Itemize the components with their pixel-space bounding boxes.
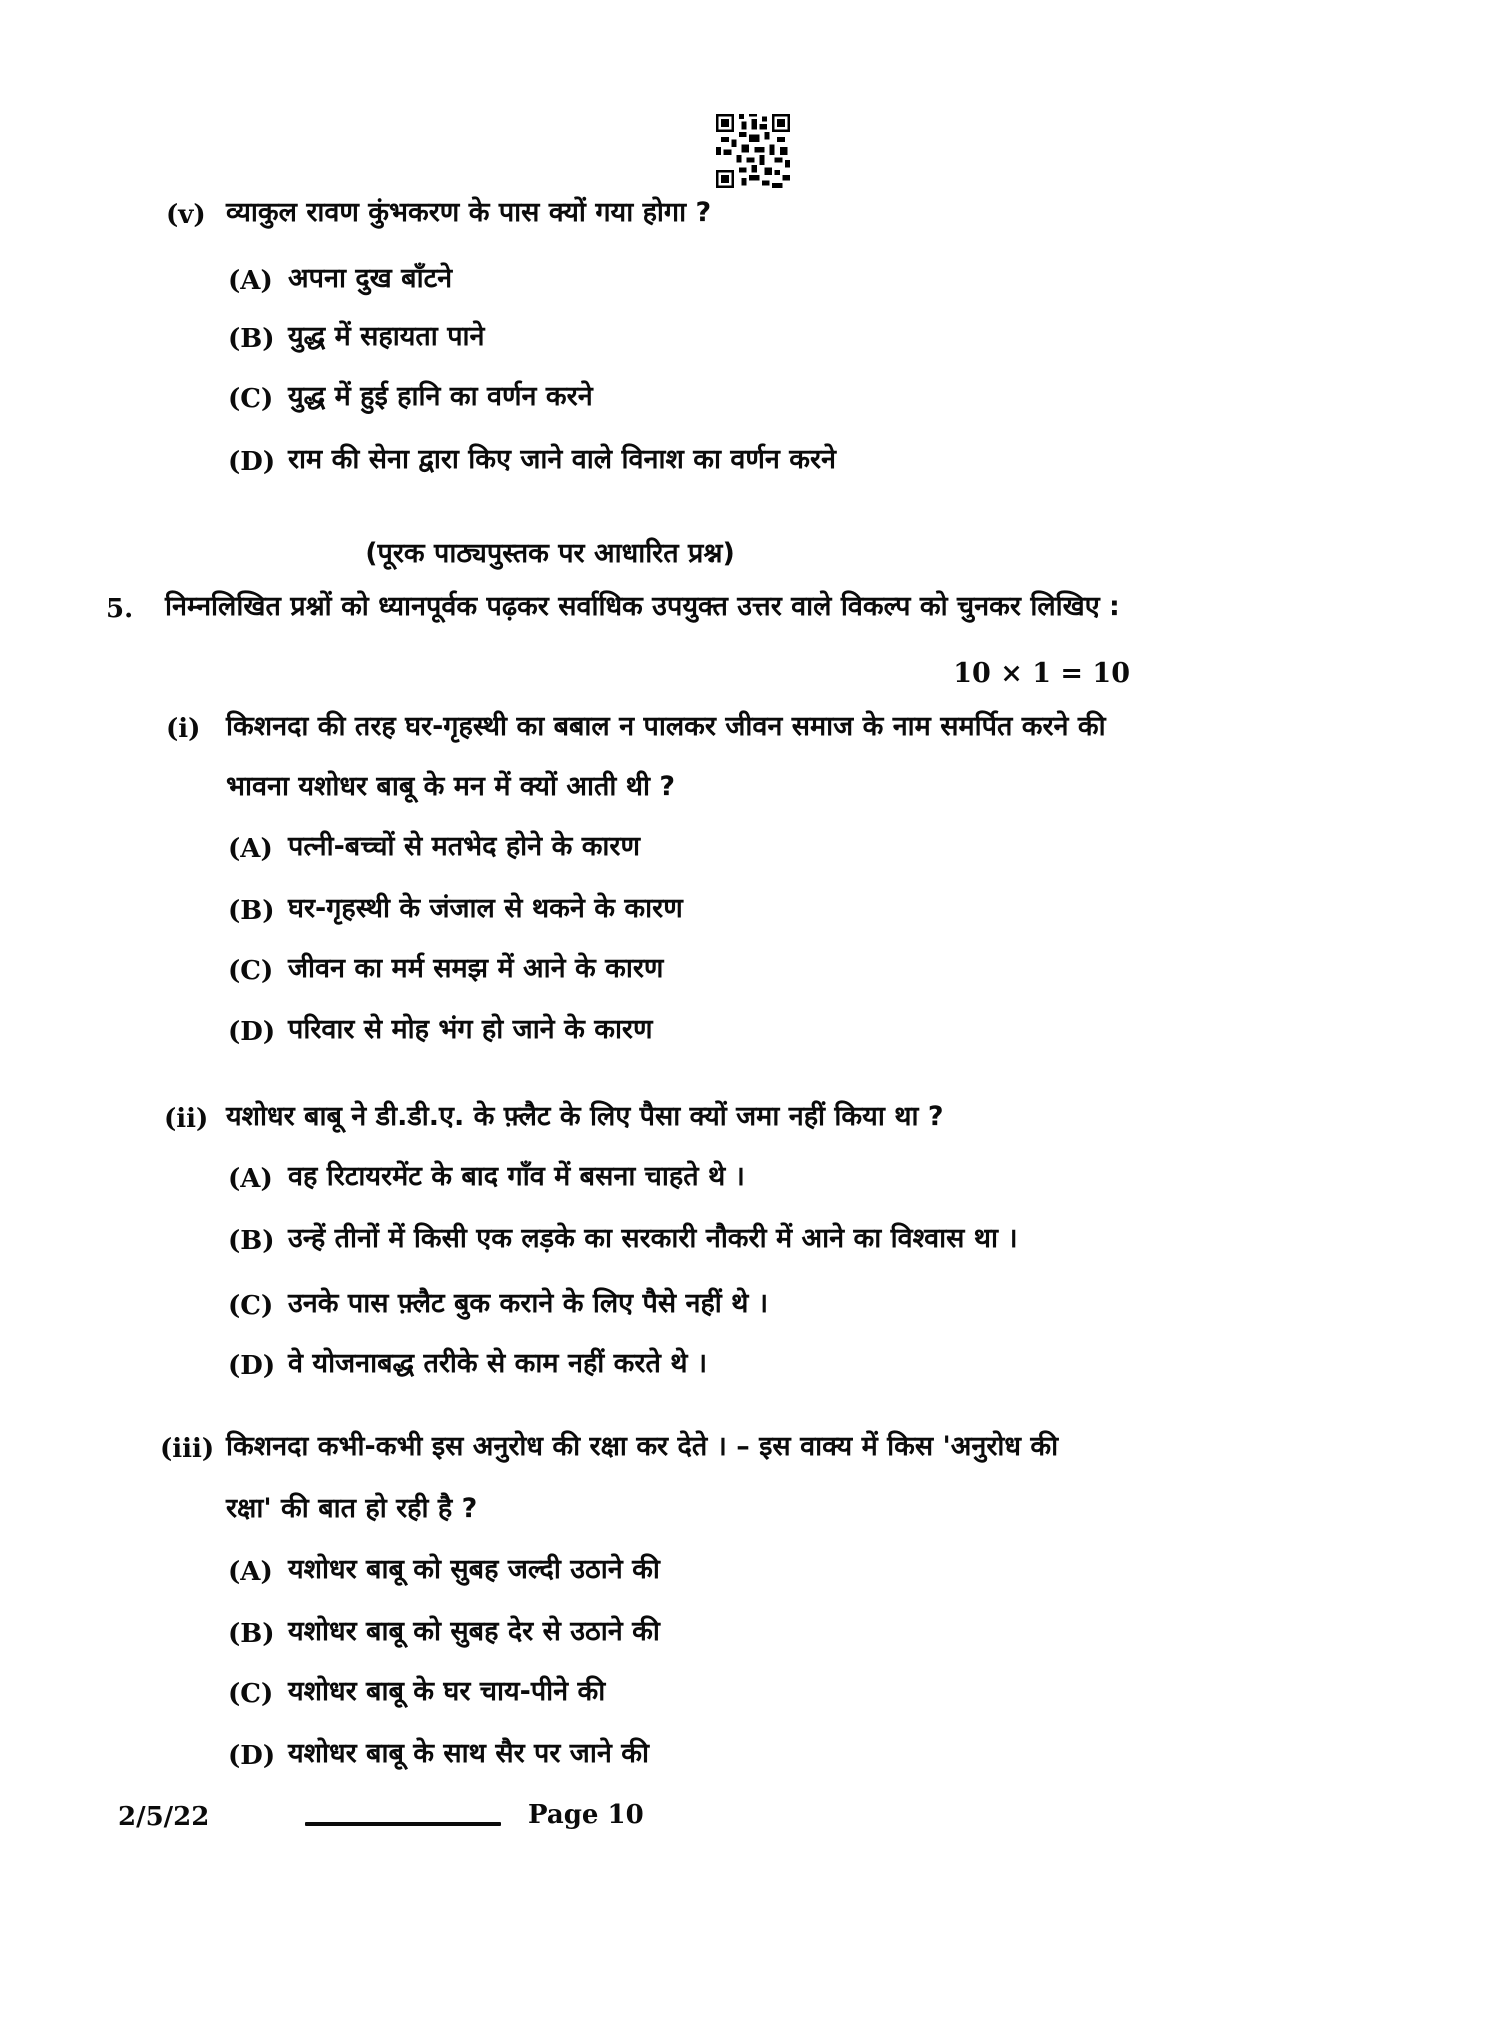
sub-q3-line2: रक्षा' की बात हो रही है ? xyxy=(226,1493,478,1524)
sub-q3-option-c-text: यशोधर बाबू के घर चाय-पीने की xyxy=(288,1676,606,1707)
footer-divider-line xyxy=(305,1822,501,1826)
sub-q1-option-b-label: (B) xyxy=(228,896,275,926)
sub-q3-option-c-label: (C) xyxy=(228,1679,274,1709)
section-heading: (पूरक पाठ्यपुस्तक पर आधारित प्रश्न) xyxy=(365,538,735,569)
sub-q3-option-a-text: यशोधर बाबू को सुबह जल्दी उठाने की xyxy=(288,1554,660,1585)
question-v-option-a-text: अपना दुख बाँटने xyxy=(288,263,453,294)
qr-code-icon xyxy=(716,114,790,188)
sub-q1-option-c-label: (C) xyxy=(228,956,274,986)
sub-q2-line1: यशोधर बाबू ने डी.डी.ए. के फ़्लैट के लिए पैसा क्यों जमा नहीं किया था ? xyxy=(226,1101,944,1132)
sub-q2-option-c-label: (C) xyxy=(228,1291,274,1321)
footer-paper-code: 2/5/22 xyxy=(118,1802,210,1832)
sub-q1-label: (i) xyxy=(166,714,201,744)
question-v-option-b-text: युद्ध में सहायता पाने xyxy=(288,321,485,352)
question-v-option-c-text: युद्ध में हुई हानि का वर्णन करने xyxy=(288,381,593,412)
question-5-marks: 10 × 1 = 10 xyxy=(953,658,1130,689)
question-v-option-b-label: (B) xyxy=(228,324,275,354)
footer-page-number: Page 10 xyxy=(528,1800,644,1830)
sub-q1-line2: भावना यशोधर बाबू के मन में क्यों आती थी ? xyxy=(226,771,676,802)
sub-q2-option-b-label: (B) xyxy=(228,1226,275,1256)
question-5-number: 5. xyxy=(106,594,134,624)
sub-q2-option-a-text: वह रिटायरमेंट के बाद गाँव में बसना चाहते थे । xyxy=(288,1161,745,1192)
sub-q3-option-d-label: (D) xyxy=(228,1741,276,1771)
sub-q1-option-a-label: (A) xyxy=(228,834,273,864)
sub-q2-label: (ii) xyxy=(164,1104,209,1134)
sub-q3-option-a-label: (A) xyxy=(228,1557,273,1587)
sub-q3-label: (iii) xyxy=(160,1434,215,1464)
sub-q1-option-d-label: (D) xyxy=(228,1017,276,1047)
sub-q2-option-b-text: उन्हें तीनों में किसी एक लड़के का सरकारी नौकरी में आने का विश्वास था । xyxy=(288,1223,1018,1254)
sub-q2-option-c-text: उनके पास फ़्लैट बुक कराने के लिए पैसे नहीं थे । xyxy=(288,1288,769,1319)
sub-q2-option-a-label: (A) xyxy=(228,1164,273,1194)
sub-q3-option-b-text: यशोधर बाबू को सुबह देर से उठाने की xyxy=(288,1616,660,1647)
sub-q1-option-d-text: परिवार से मोह भंग हो जाने के कारण xyxy=(288,1014,653,1045)
sub-q1-option-c-text: जीवन का मर्म समझ में आने के कारण xyxy=(288,953,664,984)
question-v-option-d-text: राम की सेना द्वारा किए जाने वाले विनाश का वर्णन करने xyxy=(288,444,837,475)
sub-q3-option-b-label: (B) xyxy=(228,1619,275,1649)
question-v-label: (v) xyxy=(166,200,206,230)
question-v-text: व्याकुल रावण कुंभकरण के पास क्यों गया होगा ? xyxy=(226,197,712,228)
sub-q1-option-b-text: घर-गृहस्थी के जंजाल से थकने के कारण xyxy=(288,893,683,924)
sub-q2-option-d-label: (D) xyxy=(228,1351,276,1381)
sub-q3-option-d-text: यशोधर बाबू के साथ सैर पर जाने की xyxy=(288,1738,649,1769)
sub-q1-option-a-text: पत्नी-बच्चों से मतभेद होने के कारण xyxy=(288,831,640,862)
sub-q2-option-d-text: वे योजनाबद्ध तरीके से काम नहीं करते थे । xyxy=(288,1348,708,1379)
question-v-option-c-label: (C) xyxy=(228,384,274,414)
sub-q3-line1: किशनदा कभी-कभी इस अनुरोध की रक्षा कर देते । – इस वाक्य में किस 'अनुरोध की xyxy=(226,1431,1059,1462)
sub-q1-line1: किशनदा की तरह घर-गृहस्थी का बबाल न पालकर जीवन समाज के नाम समर्पित करने की xyxy=(226,711,1106,742)
question-v-option-d-label: (D) xyxy=(228,447,276,477)
question-v-option-a-label: (A) xyxy=(228,266,273,296)
question-5-intro: निम्नलिखित प्रश्नों को ध्यानपूर्वक पढ़कर सर्वाधिक उपयुक्त उत्तर वाले विकल्प को चुनकर लिखिए : xyxy=(165,591,1120,622)
